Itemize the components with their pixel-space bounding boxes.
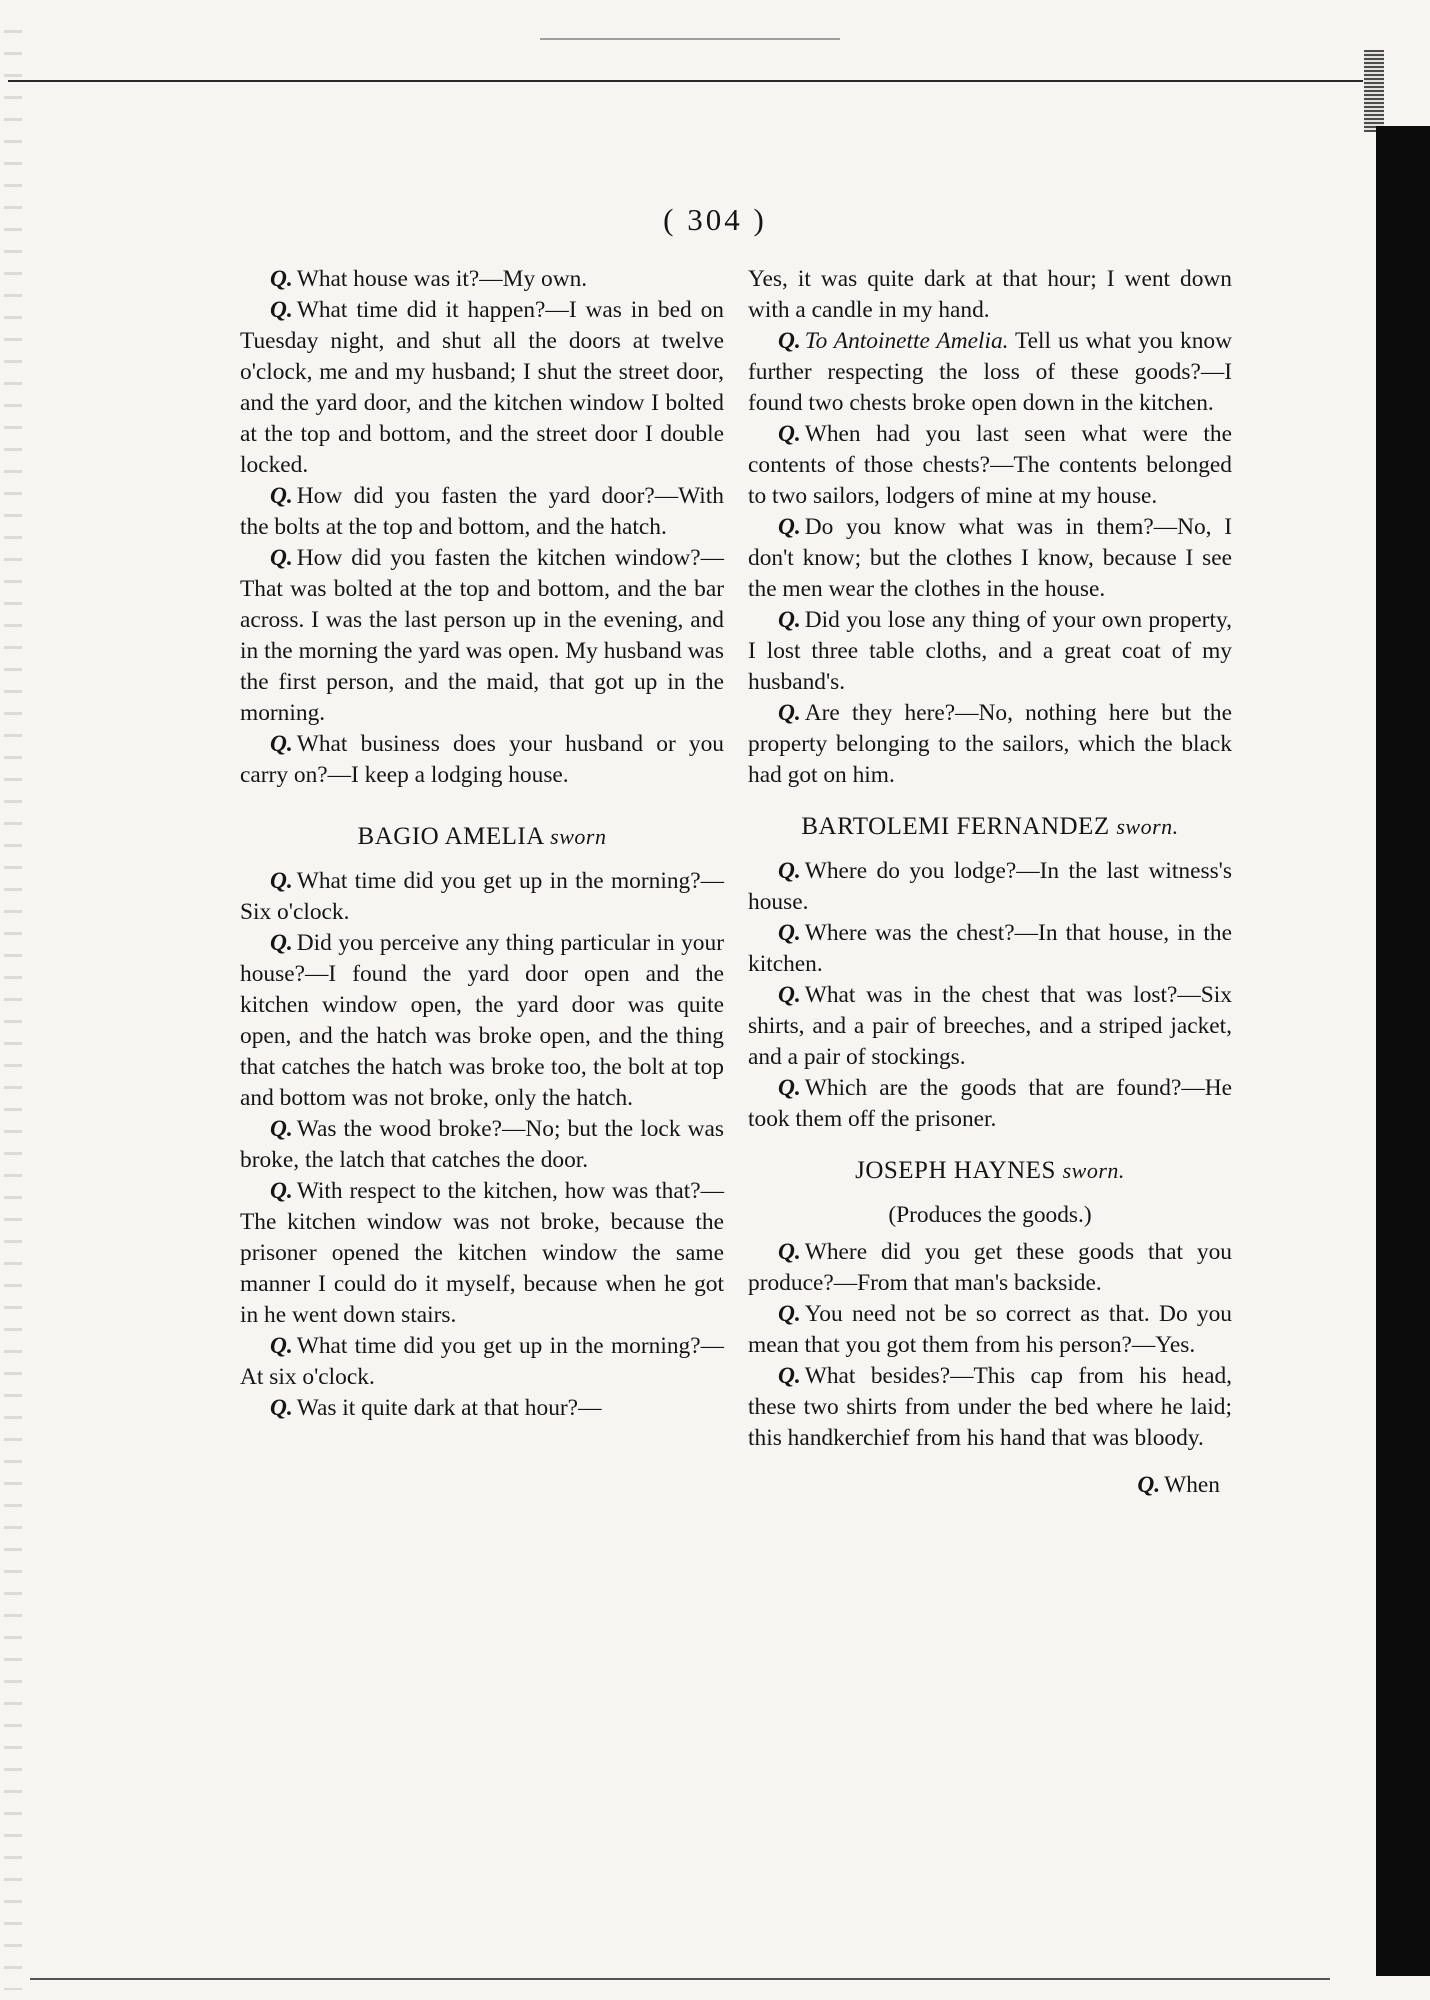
faded-top-rule: [540, 38, 840, 40]
paragraph: Q. Did you perceive any thing particular in your house?—I found the yard door open and the kitchen window open, the yard door was quite open, and the hatch was broke open, and the thing that catches the hatch was broke too, the bolt at top and bottom was not broke, only the hatch.: [240, 930, 724, 1111]
paragraph: Q. What time did you get up in the morning?—Six o'clock.: [240, 868, 724, 925]
paragraph: Q. With respect to the kitchen, how was that?—The kitchen window was not broke, because the prisoner opened the kitchen window the same manner I could do it myself, because when he got in he went down stairs.: [240, 1178, 724, 1328]
question-mark: Q.: [778, 858, 801, 884]
question-mark: Q.: [270, 930, 293, 956]
paragraph: Q. Where was the chest?—In that house, in the kitchen.: [748, 920, 1232, 977]
question-mark: Q.: [270, 731, 293, 757]
page-number: ( 304 ): [663, 202, 767, 237]
binding-edge-top: [1364, 50, 1384, 132]
paragraph: Q. Are they here?—No, nothing here but the property belonging to the sailors, which the black had got on him.: [748, 700, 1232, 788]
paragraph: Q. Do you know what was in them?—No, I don't know; but the clothes I know, because I see the men wear the clothes in the house.: [748, 514, 1232, 602]
paragraph: Q. What house was it?—My own.: [270, 266, 588, 292]
top-rule: [8, 80, 1363, 82]
paragraph: Q. What business does your husband or you carry on?—I keep a lodging house.: [240, 731, 724, 788]
question-mark: Q.: [270, 868, 293, 894]
question-mark: Q.: [778, 920, 801, 946]
question-mark: Q.: [270, 1116, 293, 1142]
paragraph: Q. When had you last seen what were the contents of those chests?—The contents belonged to two sailors, lodgers of mine at my house.: [748, 421, 1232, 509]
paragraph: Q. Which are the goods that are found?—He took them off the prisoner.: [748, 1075, 1232, 1132]
addressee: To Antoinette Amelia.: [804, 328, 1009, 354]
question-mark: Q.: [270, 297, 293, 323]
question-mark: Q.: [270, 483, 293, 509]
question-mark: Q.: [778, 328, 801, 354]
witness-heading: JOSEPH HAYNES sworn.: [855, 1157, 1125, 1184]
paragraph: Q. To Antoinette Amelia. Tell us what you know further respecting the loss of these goods?—I found two chests broke open down in the kitchen.: [748, 328, 1232, 416]
question-mark: Q.: [270, 1178, 293, 1204]
paragraph: Q. Where did you get these goods that you produce?—From that man's backside.: [748, 1239, 1232, 1296]
question-mark: Q.: [778, 1301, 801, 1327]
question-mark: Q.: [270, 266, 293, 292]
question-mark: Q.: [270, 545, 293, 571]
paragraph: Q. What was in the chest that was lost?—Six shirts, and a pair of breeches, and a striped jacket, and a pair of stockings.: [748, 982, 1232, 1070]
question-mark: Q.: [270, 1333, 293, 1359]
paragraph: Q. Did you lose any thing of your own property, I lost three table cloths, and a great coat of my husband's.: [748, 607, 1232, 695]
paragraph: Q. Was it quite dark at that hour?—: [270, 1395, 602, 1421]
paragraph: Q. How did you fasten the kitchen window?—That was bolted at the top and bottom, and the bar across. I was the last person up in the evening, and in the morning the yard was open. My husband was the first person, and the maid, that got up in the morning.: [240, 545, 724, 726]
question-mark: Q.: [778, 421, 801, 447]
catchword: Q. When: [1137, 1472, 1220, 1498]
paragraph: Q. What time did you get up in the morning?—At six o'clock.: [240, 1333, 724, 1390]
witness-heading: BAGIO AMELIA sworn: [357, 823, 607, 850]
binding-spine: [1376, 126, 1430, 1976]
question-mark: Q.: [778, 1239, 801, 1265]
question-mark: Q.: [778, 1363, 801, 1389]
question-mark: Q.: [778, 700, 801, 726]
bottom-rule: [30, 1978, 1330, 1980]
scan-left-edge: [4, 30, 22, 1990]
right-column: [748, 264, 1232, 1501]
question-mark: Q.: [778, 607, 801, 633]
question-mark: Q.: [778, 514, 801, 540]
question-mark: Q.: [778, 982, 801, 1008]
paragraph: Q. You need not be so correct as that. Do you mean that you got them from his person?—Yes.: [748, 1301, 1232, 1358]
paragraph: Q. What time did it happen?—I was in bed on Tuesday night, and shut all the doors at twelve o'clock, me and my husband; I shut the street door, and the yard door, and the kitchen window I bolted at the top and bottom, and the street door I double locked.: [240, 297, 724, 478]
question-mark: Q.: [778, 1075, 801, 1101]
paragraph: Q. Was the wood broke?—No; but the lock was broke, the latch that catches the door.: [240, 1116, 724, 1173]
produces-note: (Produces the goods.): [888, 1202, 1092, 1228]
paragraph: Yes, it was quite dark at that hour; I went down with a candle in my hand.: [748, 266, 1232, 323]
question-mark: Q.: [1137, 1472, 1161, 1498]
witness-heading: BARTOLEMI FERNANDEZ sworn.: [801, 813, 1179, 840]
paragraph: Q. Where do you lodge?—In the last witness's house.: [748, 858, 1232, 915]
left-column: [240, 264, 724, 1424]
question-mark: Q.: [270, 1395, 293, 1421]
paragraph: Q. How did you fasten the yard door?—With the bolts at the top and bottom, and the hatch.: [240, 483, 724, 540]
paragraph: Q. What besides?—This cap from his head, these two shirts from under the bed where he laid; this handkerchief from his hand that was bloody.: [748, 1363, 1232, 1451]
